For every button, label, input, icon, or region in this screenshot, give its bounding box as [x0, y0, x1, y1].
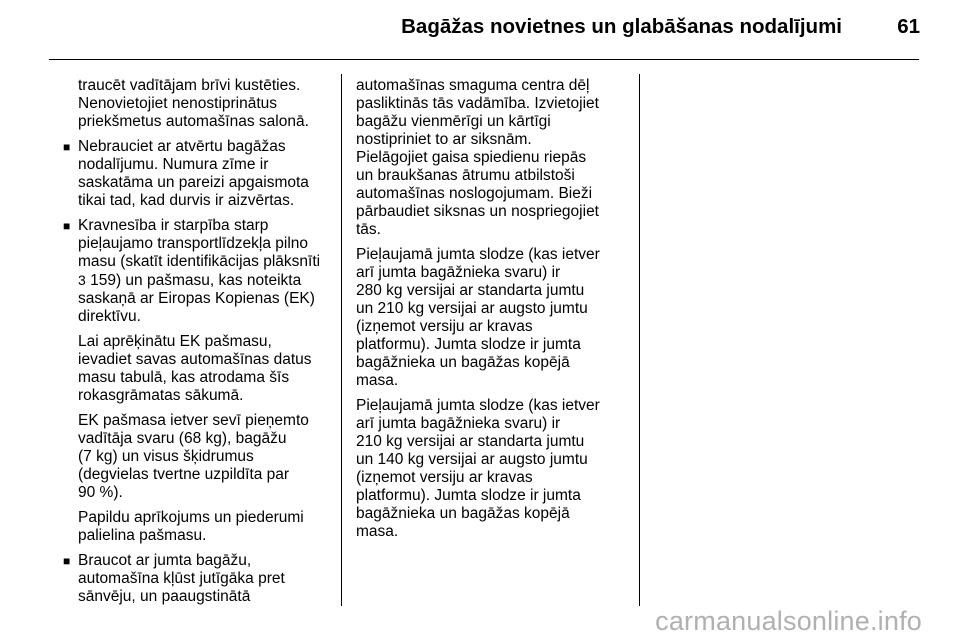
text-line: (izņemot versiju ar kravas — [356, 469, 533, 486]
text-line: 210 kg versijai ar standarta jumtu — [356, 433, 585, 450]
text-line: sānvēju, un paaugstinātā — [78, 588, 251, 605]
left-column — [49, 77, 339, 613]
text-line: (7 kg) un visus šķidrumus — [78, 448, 254, 465]
text-line: tikai tad, kad durvis ir aizvērtas. — [78, 192, 295, 209]
text-line: ievadiet savas automašīnas datus — [78, 351, 312, 368]
text-line: 90 %). — [78, 484, 123, 501]
text-line: automašīnas noslogojumam. Bieži — [356, 185, 593, 202]
roof-load-paragraph-1 — [356, 246, 630, 390]
text-line: arī jumta bagāžnieka svaru) ir — [356, 264, 561, 281]
text-line: Lai aprēķinātu EK pašmasu, — [78, 333, 272, 350]
text-line: Papildu aprīkojums un piederumi — [78, 509, 304, 526]
text-line: Braucot ar jumta bagāžu, — [78, 552, 252, 569]
calculation-paragraph — [49, 333, 339, 405]
text-line: EK pašmasa ietver sevī pieņemto — [78, 412, 309, 429]
text-line: rokasgrāmatas sākumā. — [78, 387, 244, 404]
text-line: nodalījumu. Numura zīme ir — [78, 156, 269, 173]
text-line: saskatāma un pareizi apgaismota — [78, 174, 309, 191]
text-line: arī jumta bagāžnieka svaru) ir — [356, 415, 561, 432]
text-line: masu (skatīt identifikācijas plāksnīti — [78, 253, 321, 270]
bullet-square-icon: ■ — [63, 140, 71, 154]
text-line: Nenovietojiet nenostiprinātus — [78, 95, 278, 112]
text-line: priekšmetus automašīnas salonā. — [78, 113, 309, 130]
bullet-square-icon: ■ — [63, 219, 71, 233]
column-divider-right — [639, 74, 640, 606]
bullet-payload — [49, 217, 339, 326]
ek-weight-paragraph — [49, 412, 339, 502]
text-line: bagāžnieka un bagāžas kopējā — [356, 354, 570, 371]
text-line: (degvielas tvertne uzpildīta par — [78, 466, 290, 483]
text-line: 280 kg versijai ar standarta jumtu — [356, 282, 585, 299]
text-line: direktīvu. — [78, 308, 141, 325]
bullet-square-icon: ■ — [63, 554, 71, 568]
text-line: vadītāja svaru (68 kg), bagāžu — [78, 430, 287, 447]
text-line: platformu). Jumta slodze ir jumta — [356, 336, 581, 353]
text-line: Kravnesība ir starpība starp — [78, 217, 269, 234]
accessories-paragraph — [49, 509, 339, 545]
text-line: Pieļaujamā jumta slodze (kas ietver — [356, 397, 600, 414]
text-line: masa. — [356, 523, 399, 540]
text-line: Nebrauciet ar atvērtu bagāžas — [78, 138, 286, 155]
roof-load-paragraph-2 — [356, 397, 630, 541]
handling-paragraph — [356, 77, 630, 239]
text-line: nostipriniet to ar siksnām. — [356, 131, 532, 148]
text-line: automašīna kļūst jutīgāka pret — [78, 570, 285, 587]
bullet-open-trunk — [49, 138, 339, 210]
text-fragment: 159) un pašmasu, kas noteikta — [85, 272, 302, 289]
text-line: bagāžu vienmērīgi un kārtīgi — [356, 113, 551, 130]
text-line: traucēt vadītājam brīvi kustēties. — [78, 77, 301, 94]
text-line: Pieļaujamā jumta slodze (kas ietver — [356, 246, 600, 263]
bullet-roof-luggage — [49, 552, 339, 606]
page-number: 61 — [897, 15, 920, 38]
text-line-with-reference — [78, 271, 339, 290]
watermark-text: carmanualsonline.info — [655, 606, 922, 636]
text-line: platformu). Jumta slodze ir jumta — [356, 487, 581, 504]
text-line: pārbaudiet siksnas un nospriegojiet — [356, 203, 599, 220]
text-line: saskaņā ar Eiropas Kopienas (EK) — [78, 290, 315, 307]
text-line: palielina pašmasu. — [78, 527, 207, 544]
section-title: Bagāžas novietnes un glabāšanas nodalījumi — [401, 15, 842, 38]
text-line: Pielāgojiet gaisa spiedienu riepās — [356, 149, 587, 166]
text-line: un 210 kg versijai ar augsto jumtu — [356, 300, 588, 317]
text-line: pasliktinās tās vadāmība. Izvietojiet — [356, 95, 599, 112]
intro-paragraph — [49, 77, 339, 131]
text-line: un braukšanas ātrumu atbilstoši — [356, 167, 575, 184]
text-line: masu tabulā, kas atrodama šīs — [78, 369, 290, 386]
column-divider-left — [341, 74, 342, 606]
text-line: un 140 kg versijai ar augsto jumtu — [356, 451, 588, 468]
text-line: bagāžnieka un bagāžas kopējā — [356, 505, 570, 522]
text-line: automašīnas smaguma centra dēļ — [356, 77, 590, 94]
text-line: tās. — [356, 221, 381, 238]
text-line: pieļaujamo transportlīdzekļa pilno — [78, 235, 309, 252]
header-divider — [49, 59, 919, 60]
text-line: (izņemot versiju ar kravas — [356, 318, 533, 335]
text-line: masa. — [356, 372, 399, 389]
page-reference-arrow-icon[interactable]: 3 — [78, 272, 86, 288]
middle-column — [356, 77, 630, 548]
